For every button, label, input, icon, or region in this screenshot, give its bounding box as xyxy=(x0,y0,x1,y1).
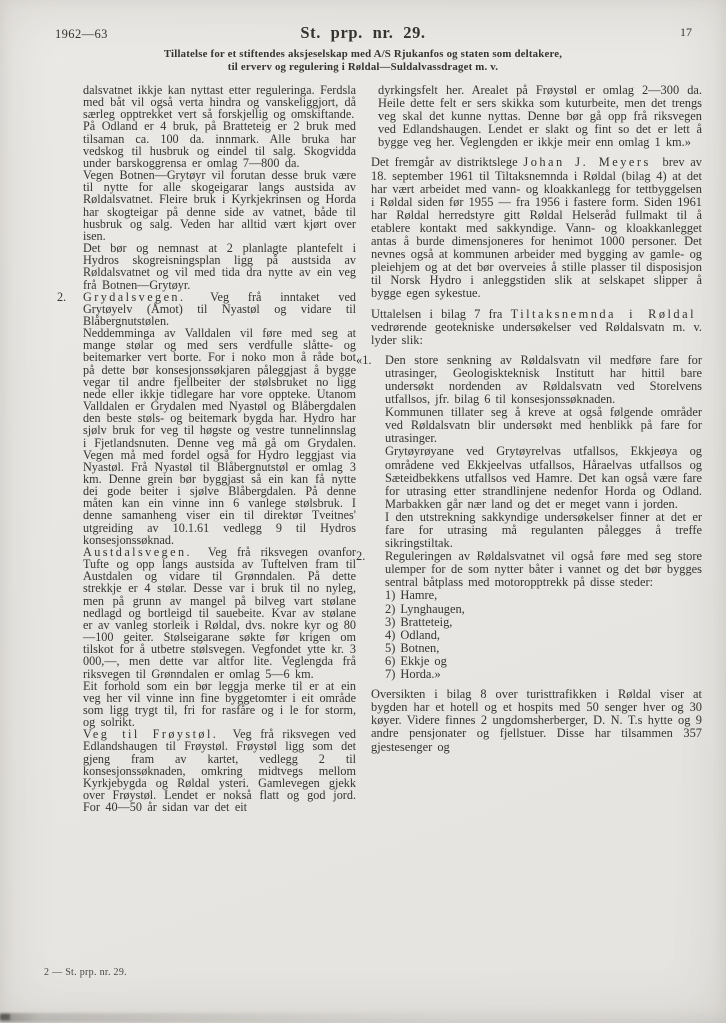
scan-artifact-strip xyxy=(0,1013,452,1022)
heading-veg-til-froystol: Veg til Frøystøl. xyxy=(83,727,219,742)
sheet-signature: 2 — St. prp. nr. 29. xyxy=(44,967,127,978)
paragraph-turisttrafikk: Oversikten i bilag 8 over turisttrafikken i Røldal viser at bygden har et hotell og et hospits med 50 senger hver og 30 køyer. Videre finnes 2 ungdomsherberger, D. N. T.s hytte og 9 andre pensjonater og fjellstuer. Disse har tilsammen 357 gjestesenger og xyxy=(371,687,702,754)
paragraph-neddemminga: Neddemminga av Valldalen vil føre med seg at mange stølar og med sers verdfulle slåtte- og beitemarker vert borte. For i noko mon å råde bot på dette bør konsesjonssøkjaren påleggjast å bygge vegar til andre fjellbeiter der stølsbruket no ligg nede eller ikkje tidlegare har vore oppteke. Utanom Valldalen er Grydalen med Nyastøl og Blåbergdalen den beste støls- og beitemark bygda har. Hydro har sjølv bruk for veg til høgste og vestre tunnelinnslag i Fjetlandsnuten. Denne veg må gå om Grydalen. Vegen må med fordel også for Hydro leggjast via Nyastøl. Frå Nyastøl til Blåbergnutstøl er omlag 3 km. Denne grein bør byggjast så ein kan få nytte dei gode beiter i sjølve Blåbergdalen. På denne måten kan ein vinne inn 6 vanlege stølsbruk. I denne samanheng viser ein til direktør Tveitnes' utgreiding av 10.1.61 vedlegg 9 til Hydros konsesjonssøknad. xyxy=(83,326,356,547)
document-subtitle xyxy=(0,48,726,73)
scan-artifact-blot xyxy=(0,1014,10,1020)
left-column xyxy=(57,84,356,813)
page-number: 17 xyxy=(680,25,692,39)
paragraph-senkning: Den store senkning av Røldalsvatn vil medføre fare for utrasinger, Geologiskteknisk Institutt har hittil bare undersøkt nordenden av Røldalsvatn ved Storelvens utfallsos, jfr. bilag 6 til konsesjonssøknaden. xyxy=(385,352,702,407)
person-name: Johan J. Meyers xyxy=(523,155,651,170)
subtitle-line-1: Tillatelse for et stiftendes aksjeselskap med A/S Rjukanfos og staten som deltakere, xyxy=(163,48,563,60)
paragraph-text: Veg frå riksvegen ovanfor Tufte og opp langs austsida av Tuftelven fram til Austdalen og vidare til Grønndalen. På dette strekkje er 4 stølar. Desse var i bruk til no nyleg, men på grunn av mangel på bilveg vart stølane nedlagd og bortleigd til sauebeite. Kvar av stølane er av vanleg storleik i Røldal, dvs. nokre kyr og 80—100 geiter. Stølseigarane søkte før krigen om tilskot for å utbetre stølsvegen. Vegfondet ytte kr. 3 000,—, men dette var altfor lite. Veglengda frå riksvegen til Grønndalen er omlag 5—6 km. xyxy=(83,544,356,681)
paragraph-continuation: dalsvatnet ikkje kan nyttast etter reguleringa. Ferdsla med båt vil også verta hindra og vanskeliggjort, då særleg opptrekket vert så forskjellig og omskiftande. xyxy=(83,83,356,122)
place-list-item: 7) Horda.» xyxy=(385,667,441,682)
paragraph-grytoyroyane: Grytøyrøyane ved Grytøyrelvas utfallsos, Ekkjeøya og områdene ved Ekkjeelvas utfallsos, Håraelvas utfallsos og Sæteidbekkens utfallsos ved Hamre. Det kan også være fare for utrasing etter strandlinjene nedenfor Horda og Odland. Marbakken går nær land og det er meget vann i jorden. xyxy=(385,444,702,511)
document-title: St. prp. nr. 29. xyxy=(300,23,426,42)
heading-austdalsvegen: Austdalsvegen. xyxy=(83,544,192,559)
paragraph-plantefelt: Det bør og nemnast at 2 planlagte plantefelt i Hydros skogreisningsplan ligg på austsida av Røldalsvatnet og vil med tida dra nytte av ein veg frå Botnen—Grytøyr. xyxy=(83,241,356,292)
place-list-item: 1) Hamre, xyxy=(385,588,438,603)
place-list-item: 4) Odland, xyxy=(385,627,440,642)
paragraph-text: Det fremgår av distriktslege xyxy=(371,155,518,170)
paragraph-sikringstiltak: I den utstrekning sakkyndige undersøkelser finner at det er fare for utrasing må regulanten pålegges å treffe sikringstiltak. xyxy=(385,509,702,551)
paragraph-odland-bruk: På Odland er 4 bruk, på Bratteteig er 2 bruk med tilsaman ca. 100 da. innmark. Alle bruka har vedskog til husbruk og eindel til salg. Skogvidda under barskoggrensa er omlag 7—800 da. xyxy=(83,119,356,170)
paragraph-text: Veg frå riksvegen ved Edlandshaugen til Frøystøl. Frøystøl ligg som det gjeng fram av kartet, vedlegg 2 til konsesjonssøknaden, omkring midtvegs mellom Kyrkjebygda og Røldal ysteri. Gamlevegen gjekk over Frøystøl. Lendet er nokså flatt og god jord. For 40—50 år sidan var det eit xyxy=(83,727,356,815)
quote-item-marker: 2. xyxy=(356,549,366,564)
quote-item-marker: «1. xyxy=(356,352,372,367)
right-column xyxy=(356,84,702,754)
paragraph-text: Uttalelsen i bilag 7 fra xyxy=(371,306,503,321)
place-list-item: 5) Botnen, xyxy=(385,640,440,655)
paragraph-veg-til-froystol xyxy=(83,728,356,813)
place-list-item: 3) Bratteteig, xyxy=(385,614,453,629)
list-item-text: Veg frå inntaket ved Grytøyelv (Åmot) til Nyastøl og vidare til Blåbergnutstølen. xyxy=(83,289,356,328)
organization-name: Tiltaksnemnda i Røldal xyxy=(510,306,696,321)
paragraph-text: brev av 18. september 1961 til Tiltaksnemnda i Røldal (bilag 4) at det har vært arbeidet med vann- og kloakkanlegg for tettbyggelsen i Røldal siden før 1955 — fra 1956 i fastere form. Siden 1961 har Røldal herredstyre gitt Røldal Helseråd fullmakt til å etablere kontakt med sakkyndige. Vann- og kloakkanlegget antas å burde dimensjoneres for henimot 1000 personer. Det nevnes også at kommunen arbeider med bygging av gamle- og pleiehjem og at det bør overveies å stille plasser til disposisjon til Norsk Hydro i anleggstiden slik at selskapet slipper å bygge egen sykestue. xyxy=(371,155,702,301)
subtitle-line-2: til erverv og regulering i Røldal—Suldalvassdraget m. v. xyxy=(227,60,499,73)
quote-item-1 xyxy=(356,352,702,551)
paragraph-dyrkingsfelt: dyrkingsfelt her. Arealet på Frøystøl er omlag 2—300 da. Heile dette felt er sers skikka som kuturbeite, men det trengs veg skal det kunne nyttas. Denne bør gå opp frå riksvegen ved Edlandshaugen. Lendet er slakt og fint so det er lett å bygge veg her. Veglengden er ikkje meir enn omlag 1 km.» xyxy=(378,83,702,150)
paragraph-vegen-botnen: Vegen Botnen—Grytøyr vil forutan desse bruk være til nytte for alle skogeigarar langs austsida av Røldalsvatnet. Fleire bruk i Kyrkjekrinsen og Horda har skogteigar på denne side av vatnet, både til husbruk og salg. Veden har alltid vært kjørt over isen. xyxy=(83,168,356,243)
quote-item-2 xyxy=(356,549,702,682)
paragraph-byggetomter: Eit forhold som ein bør leggja merke til er at ein veg her vil vinne inn fine byggetomter i eit område som ligg trygt til, fri for rasfåre og i le for storm, og solrikt. xyxy=(83,678,356,730)
place-list-item: 2) Lynghaugen, xyxy=(385,601,465,616)
paragraph-kommunen: Kommunen tillater seg å kreve at også følgende områder ved Røldalsvatn blir undersøkt med henblikk på fare for utrasinger. xyxy=(385,405,702,446)
heading-grydalsvegen: Grydalsvegen. xyxy=(83,289,186,304)
paragraph-uttalelsen-bilag7 xyxy=(371,308,702,347)
paragraph-text: vedrørende geotekniske undersøkelser ved Røldalsvatn m. v. lyder slik: xyxy=(371,319,702,347)
list-item-marker: 2. xyxy=(57,289,67,304)
header-year: 1962—63 xyxy=(55,27,108,41)
paragraph-distriktslege-brev xyxy=(371,156,702,300)
place-list-item: 6) Ekkje og xyxy=(385,653,447,668)
list-item-grydalsvegen xyxy=(57,289,356,328)
paragraph-regulering-batplass: Reguleringen av Røldalsvatnet vil også føre med seg store ulemper for de som nytter båter i vannet og det bør bygges sentral båtplass med motoropptrekk på disse steder: xyxy=(385,549,702,590)
paragraph-austdalsvegen xyxy=(83,546,356,680)
